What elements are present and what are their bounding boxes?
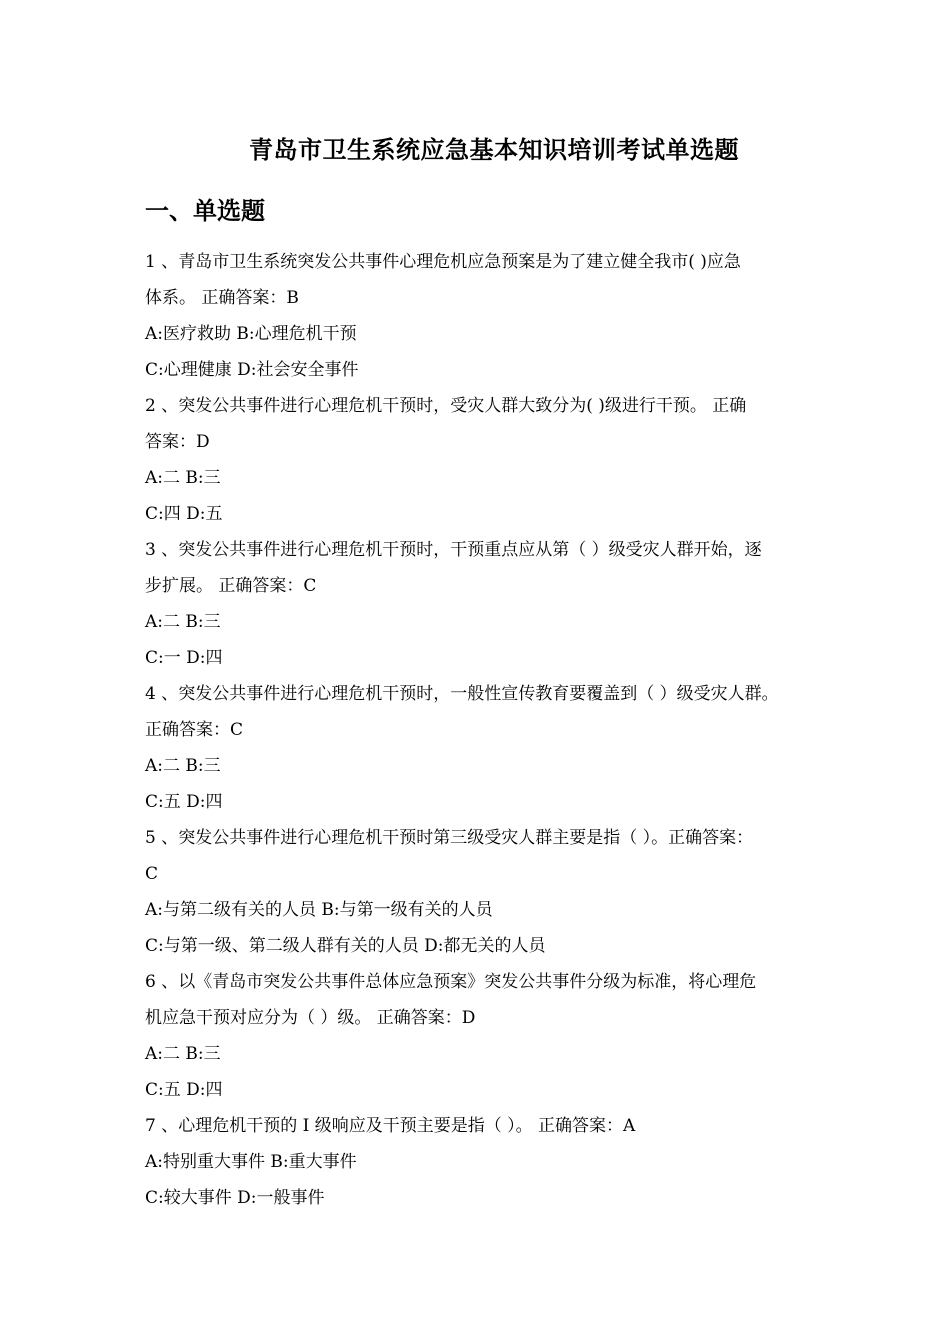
question-5-text: 5 、突发公共事件进行心理危机干预时第三级受灾人群主要是指（ ）。正确答案： [145, 828, 754, 848]
question-3-options-ab: A:二 B:三 [145, 612, 221, 632]
question-5-text-cont: C [145, 864, 159, 884]
question-2-options-cd: C:四 D:五 [145, 504, 223, 524]
question-6-options-ab: A:二 B:三 [145, 1044, 221, 1064]
question-4-text: 4 、突发公共事件进行心理危机干预时，一般性宣传教育要覆盖到（ ）级受灾人群。 [145, 684, 779, 704]
question-6-text: 6 、以《青岛市突发公共事件总体应急预案》突发公共事件分级为标准，将心理危 [145, 972, 757, 992]
question-4-text-cont: 正确答案：C [145, 720, 244, 740]
section-heading: 一、单选题 [145, 197, 265, 225]
question-1-options-cd: C:心理健康 D:社会安全事件 [145, 360, 359, 380]
question-1-options-ab: A:医疗救助 B:心理危机干预 [145, 324, 357, 344]
question-7-options-cd: C:较大事件 D:一般事件 [145, 1188, 325, 1208]
question-5-options-cd: C:与第一级、第二级人群有关的人员 D:都无关的人员 [145, 936, 546, 956]
question-6-options-cd: C:五 D:四 [145, 1080, 223, 1100]
question-1-text-cont: 体系。 正确答案：B [145, 288, 299, 308]
question-7-options-ab: A:特别重大事件 B:重大事件 [145, 1152, 357, 1172]
question-3-options-cd: C:一 D:四 [145, 648, 223, 668]
question-6-text-cont: 机应急干预对应分为（ ）级。 正确答案：D [145, 1008, 476, 1028]
question-3-text: 3 、突发公共事件进行心理危机干预时，干预重点应从第（ ）级受灾人群开始，逐 [145, 540, 762, 560]
question-4-options-cd: C:五 D:四 [145, 792, 223, 812]
document-title: 青岛市卫生系统应急基本知识培训考试单选题 [249, 136, 739, 164]
question-2-options-ab: A:二 B:三 [145, 468, 221, 488]
question-2-text-cont: 答案：D [145, 432, 210, 452]
question-4-options-ab: A:二 B:三 [145, 756, 221, 776]
question-list [145, 244, 825, 1216]
question-3-text-cont: 步扩展。 正确答案：C [145, 576, 317, 596]
question-5-options-ab: A:与第二级有关的人员 B:与第一级有关的人员 [145, 900, 493, 920]
question-7-text: 7 、心理危机干预的 I 级响应及干预主要是指（ ）。 正确答案：A [145, 1116, 636, 1136]
question-1-text: 1 、青岛市卫生系统突发公共事件心理危机应急预案是为了建立健全我市( )应急 [145, 252, 741, 272]
question-2-text: 2 、突发公共事件进行心理危机干预时，受灾人群大致分为( )级进行干预。 正确 [145, 396, 747, 416]
